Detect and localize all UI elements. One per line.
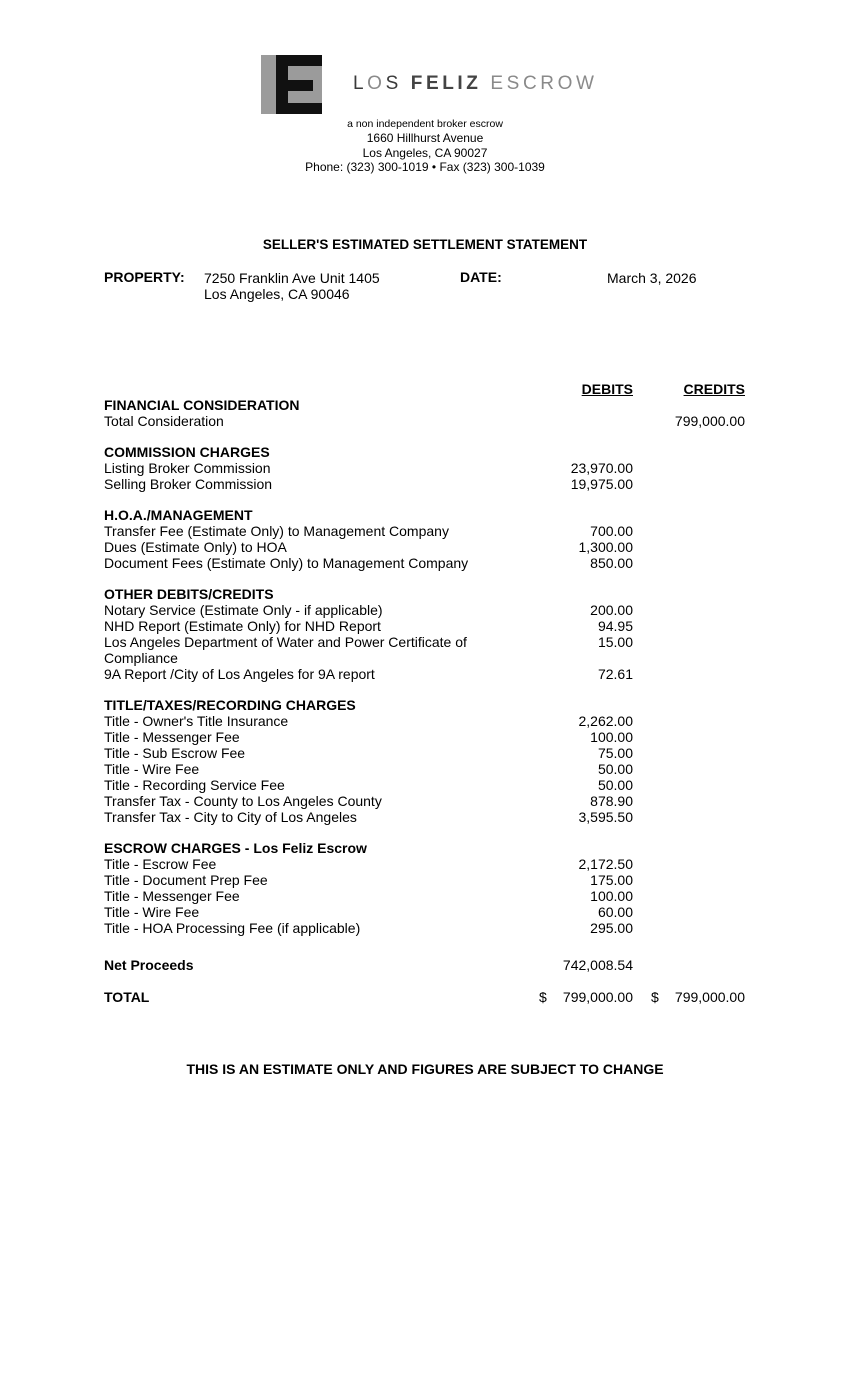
ledger-row-debit: 15.00 [597, 634, 633, 650]
section-heading: OTHER DEBITS/CREDITS [104, 586, 274, 602]
total-debit: 799,000.00 [562, 989, 633, 1005]
property-address-line-1: 7250 Franklin Ave Unit 1405 [204, 270, 380, 286]
ledger-row [104, 476, 749, 492]
ledger-row [104, 618, 749, 634]
date-value: March 3, 2026 [607, 270, 697, 286]
ledger-row-description: Title - Recording Service Fee [104, 777, 285, 793]
ledger-row-debit: 1,300.00 [578, 539, 633, 555]
document-title: SELLER'S ESTIMATED SETTLEMENT STATEMENT [262, 237, 588, 252]
ledger-row-description: Title - Escrow Fee [104, 856, 217, 872]
section-heading: H.O.A./MANAGEMENT [104, 507, 253, 523]
ledger-row-debit: 2,262.00 [578, 713, 633, 729]
ledger-row-credit: 799,000.00 [674, 413, 745, 429]
ledger-row-debit: 50.00 [597, 761, 633, 777]
letterhead [0, 118, 850, 175]
ledger-row-description: Listing Broker Commission [104, 460, 271, 476]
section-heading: FINANCIAL CONSIDERATION [104, 397, 300, 413]
ledger-row-description: Transfer Tax - City to City of Los Angeles [104, 809, 357, 825]
ledger-row-description: Title - Wire Fee [104, 761, 200, 777]
ledger-row-debit: 295.00 [590, 920, 633, 936]
ledger-row [104, 413, 749, 429]
ledger-row-debit: 50.00 [597, 777, 633, 793]
total-row [104, 989, 749, 1005]
credits-column-header: CREDITS [683, 381, 745, 397]
ledger-row-description: NHD Report (Estimate Only) for NHD Report [104, 618, 381, 634]
ledger-row-description: Title - Owner's Title Insurance [104, 713, 289, 729]
ledger-row-description: Selling Broker Commission [104, 476, 273, 492]
company-logo-mark [261, 55, 322, 114]
ledger-row-debit: 100.00 [590, 888, 633, 904]
ledger-row-description: Title - Messenger Fee [104, 729, 240, 745]
ledger-row-description: Title - Wire Fee [104, 904, 200, 920]
ledger-row [104, 666, 749, 682]
total-credit: 799,000.00 [674, 989, 745, 1005]
ledger-row-description: Total Consideration [104, 413, 224, 429]
ledger-row [104, 729, 749, 745]
ledger-row-debit: 878.90 [590, 793, 633, 809]
ledger-row-description: Transfer Tax - County to Los Angeles County [104, 793, 382, 809]
ledger-row-debit: 94.95 [597, 618, 633, 634]
ledger-row [104, 539, 749, 555]
property-address-line-2: Los Angeles, CA 90046 [204, 286, 350, 302]
ledger-row [104, 904, 749, 920]
net-proceeds-debit: 742,008.54 [562, 957, 633, 973]
net-proceeds-label: Net Proceeds [104, 957, 194, 973]
ledger-row [104, 745, 749, 761]
ledger-row-description: Notary Service (Estimate Only - if applicable) [104, 602, 383, 618]
ledger-row [104, 555, 749, 571]
company-tagline: a non independent broker escrow [347, 118, 503, 130]
ledger-row [104, 523, 749, 539]
ledger-row [104, 602, 749, 618]
total-debit-currency: $ [539, 989, 547, 1005]
ledger-row [104, 872, 749, 888]
contact-line: Phone: (323) 300-1019 • Fax (323) 300-1039 [305, 160, 545, 174]
address-line-2: Los Angeles, CA 90027 [362, 145, 488, 160]
ledger-row-description: Title - Sub Escrow Fee [104, 745, 246, 761]
net-proceeds-row [104, 957, 749, 973]
ledger-row-description: Los Angeles Department of Water and Power Certificate of Compliance [104, 634, 467, 666]
ledger-row-description: Title - Document Prep Fee [104, 872, 268, 888]
ledger-row-debit: 200.00 [590, 602, 633, 618]
ledger-row-debit: 72.61 [597, 666, 633, 682]
ledger-row [104, 777, 749, 793]
ledger-row [104, 634, 749, 666]
debits-column-header: DEBITS [581, 381, 633, 397]
company-name: LOS FELIZ ESCROW [353, 73, 598, 94]
ledger-row-debit: 23,970.00 [570, 460, 633, 476]
section-heading: ESCROW CHARGES - Los Feliz Escrow [104, 840, 367, 856]
ledger-row-debit: 700.00 [590, 523, 633, 539]
ledger-row [104, 713, 749, 729]
ledger-row [104, 761, 749, 777]
ledger-row [104, 856, 749, 872]
ledger-row-description: Title - HOA Processing Fee (if applicable) [104, 920, 361, 936]
estimate-disclaimer: THIS IS AN ESTIMATE ONLY AND FIGURES ARE SUBJECT TO CHANGE [186, 1061, 664, 1077]
ledger-row-debit: 100.00 [590, 729, 633, 745]
ledger-row-debit: 2,172.50 [578, 856, 633, 872]
property-label: PROPERTY: [104, 269, 185, 285]
ledger-row-debit: 3,595.50 [578, 809, 633, 825]
address-line-1: 1660 Hillhurst Avenue [366, 131, 484, 145]
ledger-row-description: Title - Messenger Fee [104, 888, 240, 904]
ledger-row-description: Transfer Fee (Estimate Only) to Management Company [104, 523, 449, 539]
ledger-row-debit: 850.00 [590, 555, 633, 571]
ledger-row [104, 809, 749, 825]
ledger-row-debit: 19,975.00 [570, 476, 633, 492]
ledger-row-debit: 60.00 [597, 904, 633, 920]
ledger-row-debit: 175.00 [590, 872, 633, 888]
section-heading: TITLE/TAXES/RECORDING CHARGES [104, 697, 356, 713]
date-label: DATE: [460, 269, 502, 285]
total-label: TOTAL [104, 989, 150, 1005]
ledger-row-description: Document Fees (Estimate Only) to Management Company [104, 555, 469, 571]
ledger-row-description: Dues (Estimate Only) to HOA [104, 539, 287, 555]
ledger-row [104, 460, 749, 476]
ledger-row [104, 920, 749, 936]
ledger-row-description: 9A Report /City of Los Angeles for 9A report [104, 666, 375, 682]
section-heading: COMMISSION CHARGES [104, 444, 270, 460]
ledger-row [104, 793, 749, 809]
ledger-row [104, 888, 749, 904]
ledger-row-debit: 75.00 [597, 745, 633, 761]
total-credit-currency: $ [651, 989, 659, 1005]
